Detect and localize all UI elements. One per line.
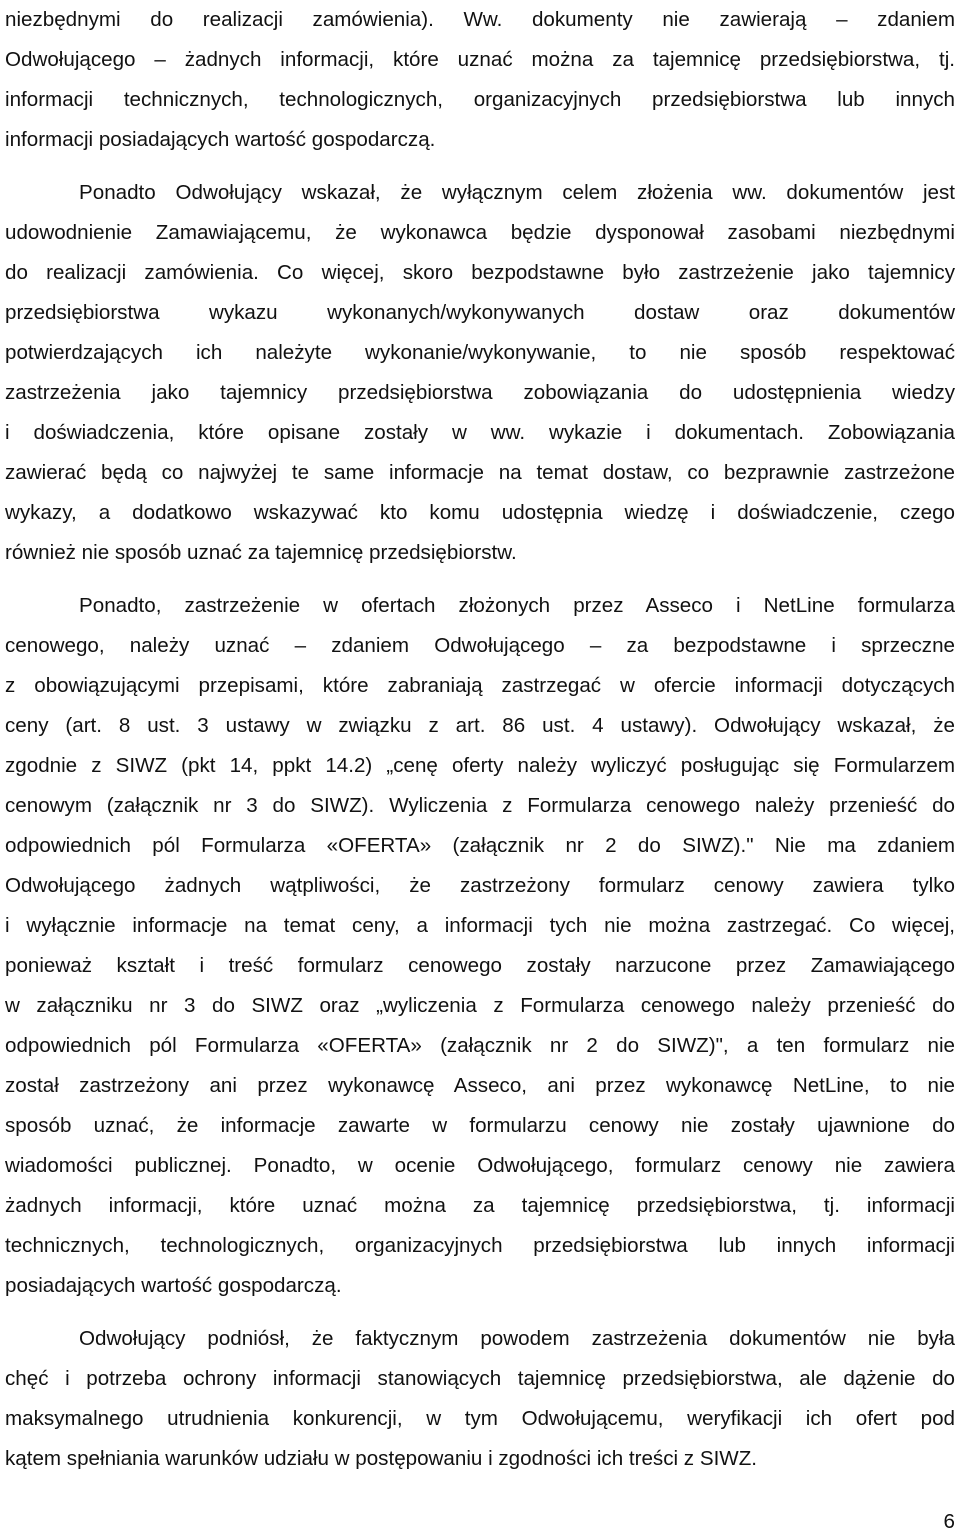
text-line: potwierdzających ich należyte wykonanie/wykonywanie, to nie sposób respektować bbox=[5, 341, 955, 364]
text-line: udowodnienie Zamawiającemu, że wykonawca będzie dysponował zasobami niezbędnymi bbox=[5, 221, 955, 244]
text-line: zgodnie z SIWZ (pkt 14, ppkt 14.2) „cenę oferty należy wyliczyć posługując się Formularzem bbox=[5, 754, 955, 777]
text-line: również nie sposób uznać za tajemnicę przedsiębiorstw. bbox=[5, 541, 517, 564]
text-line: i wyłącznie informacje na temat ceny, a informacji tych nie można zastrzegać. Co więcej, bbox=[5, 914, 955, 937]
text-line: Odwołującego żadnych wątpliwości, że zastrzeżony formularz cenowy zawiera tylko bbox=[5, 874, 955, 897]
text-line: zawierać będą co najwyżej te same informacje na temat dostaw, co bezprawnie zastrzeżone bbox=[5, 461, 955, 484]
text-line: ponieważ kształt i treść formularz cenowego zostały narzucone przez Zamawiającego bbox=[5, 954, 955, 977]
text-line: ceny (art. 8 ust. 3 ustawy w związku z art. 86 ust. 4 ustawy). Odwołujący wskazał, że bbox=[5, 714, 955, 737]
paragraph-spacing bbox=[5, 160, 955, 173]
text-line: cenowym (załącznik nr 3 do SIWZ). Wyliczenia z Formularza cenowego należy przenieść do bbox=[5, 794, 955, 817]
text-line: do realizacji zamówienia. Co więcej, skoro bezpodstawne było zastrzeżenie jako tajemnicy bbox=[5, 261, 955, 284]
paragraph-spacing bbox=[5, 1306, 955, 1319]
text-line: kątem spełniania warunków udziału w postępowaniu i zgodności ich treści z SIWZ. bbox=[5, 1447, 758, 1470]
text-line: informacji technicznych, technologicznych, organizacyjnych przedsiębiorstwa lub innych bbox=[5, 88, 955, 111]
text-line: odpowiednich pól Formularza «OFERTA» (załącznik nr 2 do SIWZ)." Nie ma zdaniem bbox=[5, 834, 955, 857]
text-line: posiadających wartość gospodarczą. bbox=[5, 1274, 342, 1297]
text-line: sposób uznać, że informacje zawarte w formularzu cenowy nie zostały ujawnione do bbox=[5, 1114, 955, 1137]
text-line: Ponadto Odwołujący wskazał, że wyłącznym celem złożenia ww. dokumentów jest bbox=[79, 181, 955, 204]
text-line: przedsiębiorstwa wykazu wykonanych/wykonywanych dostaw oraz dokumentów bbox=[5, 301, 955, 324]
text-line: informacji posiadających wartość gospodarczą. bbox=[5, 128, 436, 151]
text-line: cenowego, należy uznać – zdaniem Odwołującego – za bezpodstawne i sprzeczne bbox=[5, 634, 955, 657]
text-line: chęć i potrzeba ochrony informacji stanowiących tajemnicę przedsiębiorstwa, ale dążenie do bbox=[5, 1367, 955, 1390]
paragraph-spacing bbox=[5, 573, 955, 586]
paragraph bbox=[5, 1319, 955, 1479]
document-body bbox=[5, 0, 955, 1479]
text-line: i doświadczenia, które opisane zostały w ww. wykazie i dokumentach. Zobowiązania bbox=[5, 421, 955, 444]
text-line: maksymalnego utrudnienia konkurencji, w tym Odwołującemu, weryfikacji ich ofert pod bbox=[5, 1407, 955, 1430]
text-line: Odwołujący podniósł, że faktycznym powodem zastrzeżenia dokumentów nie była bbox=[79, 1327, 955, 1350]
paragraph bbox=[5, 173, 955, 573]
text-line: Odwołującego – żadnych informacji, które uznać można za tajemnicę przedsiębiorstwa, tj. bbox=[5, 48, 955, 71]
text-line: niezbędnymi do realizacji zamówienia). Ww. dokumenty nie zawierają – zdaniem bbox=[5, 8, 955, 31]
text-line: Ponadto, zastrzeżenie w ofertach złożonych przez Asseco i NetLine formularza bbox=[79, 594, 955, 617]
text-line: został zastrzeżony ani przez wykonawcę Asseco, ani przez wykonawcę NetLine, to nie bbox=[5, 1074, 955, 1097]
text-line: z obowiązującymi przepisami, które zabraniają zastrzegać w ofercie informacji dotyczących bbox=[5, 674, 955, 697]
text-line: w załączniku nr 3 do SIWZ oraz „wyliczenia z Formularza cenowego należy przenieść do bbox=[5, 994, 955, 1017]
text-line: technicznych, technologicznych, organizacyjnych przedsiębiorstwa lub innych informacji bbox=[5, 1234, 955, 1257]
page-number: 6 bbox=[943, 1510, 955, 1533]
text-line: wykazy, a dodatkowo wskazywać kto komu udostępnia wiedzę i doświadczenie, czego bbox=[5, 501, 955, 524]
text-line: wiadomości publicznej. Ponadto, w ocenie Odwołującego, formularz cenowy nie zawiera bbox=[5, 1154, 955, 1177]
text-line: zastrzeżenia jako tajemnicy przedsiębiorstwa zobowiązania do udostępnienia wiedzy bbox=[5, 381, 955, 404]
paragraph bbox=[5, 586, 955, 1306]
paragraph bbox=[5, 0, 955, 160]
text-line: żadnych informacji, które uznać można za tajemnicę przedsiębiorstwa, tj. informacji bbox=[5, 1194, 955, 1217]
text-line: odpowiednich pól Formularza «OFERTA» (załącznik nr 2 do SIWZ)", a ten formularz nie bbox=[5, 1034, 955, 1057]
